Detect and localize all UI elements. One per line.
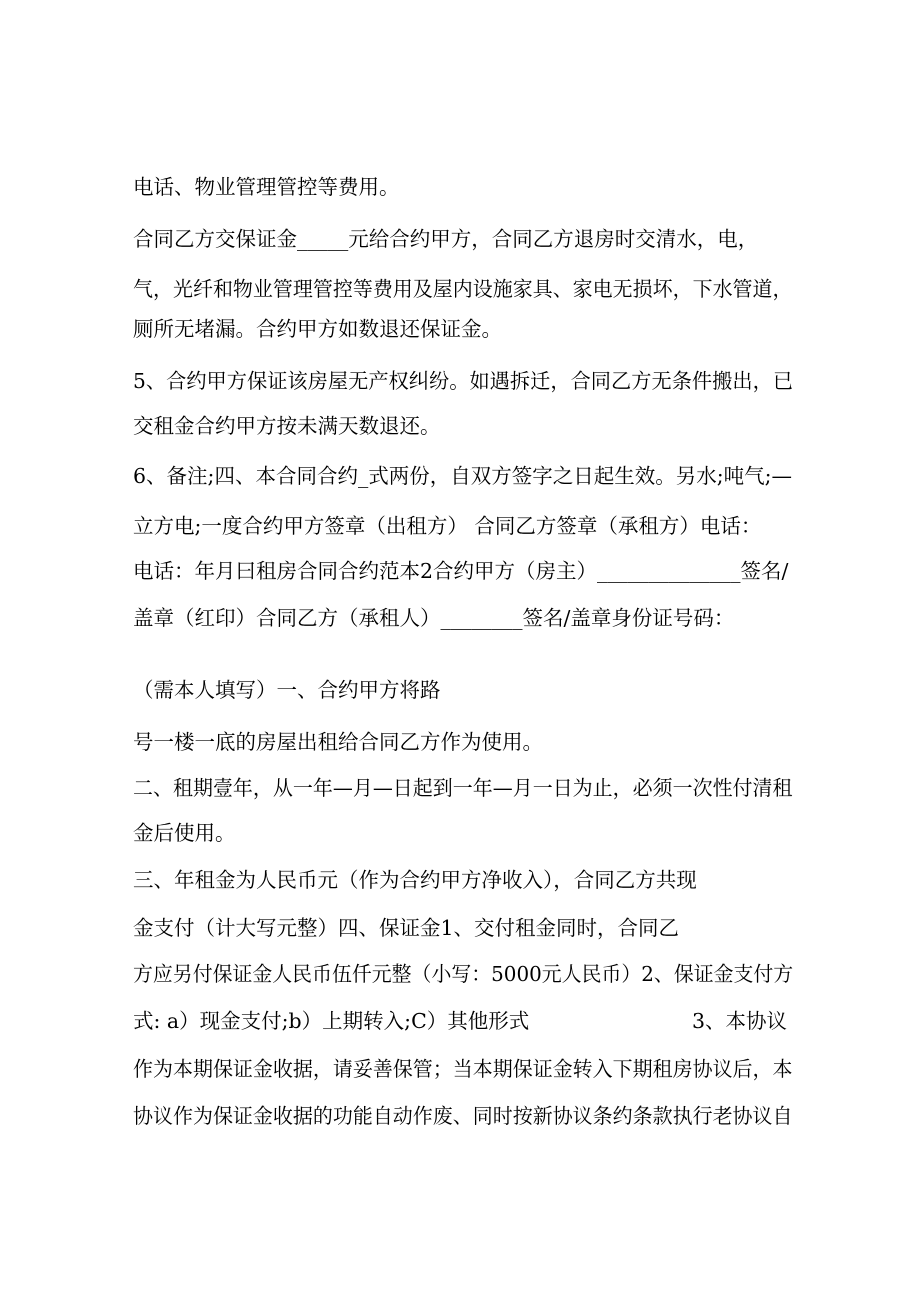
text-line-15: 三、年租金为人民币元（作为合约甲方净收入），合同乙方共现 xyxy=(133,868,697,892)
text-line-9: 电话：年月曰租房合同合约范本2合约甲方（房主）______________签名/ xyxy=(133,559,789,583)
text-line-6: 交租金合约甲方按未满天数退还。 xyxy=(133,414,441,438)
text-line-14: 金后使用。 xyxy=(133,821,236,845)
text-line-8: 立方电;一度合约甲方签章（出租方） 合同乙方签章（承租方）电话： xyxy=(133,514,762,538)
text-line-7: 6、备注;四、本合同合约_式两份，自双方签字之日起生效。另水;吨气;— xyxy=(133,464,793,488)
text-line-18-left: 式: a）现金支付;b）上期转入;C）其他形式 xyxy=(133,1009,530,1033)
text-line-2: 合同乙方交保证金_____元给合约甲方，合同乙方退房时交清水，电， xyxy=(133,227,759,251)
text-line-4: 厕所无堵漏。合约甲方如数退还保证金。 xyxy=(133,317,502,341)
text-line-13: 二、租期壹年，从一年—月—日起到一年—月一日为止，必须一次性付清租 xyxy=(133,776,793,800)
text-line-19: 作为本期保证金收据，请妥善保管；当本期保证金转入下期租房协议后，本 xyxy=(133,1057,793,1081)
text-line-18 xyxy=(133,1008,787,1034)
text-line-18-right: 3、本协议 xyxy=(691,1009,787,1033)
text-line-17: 方应另付保证金人民币伍仟元整（小写：5000元人民币）2、保证金支付方 xyxy=(133,962,794,986)
text-line-20: 协议作为保证金收据的功能自动作废、同时按新协议条约条款执行老协议自 xyxy=(133,1104,793,1128)
text-line-12: 号一楼一底的房屋出租给合同乙方作为使用。 xyxy=(133,730,543,754)
text-line-11: （需本人填写）一、合约甲方将路 xyxy=(133,678,441,702)
text-line-16: 金支付（计大写元整）四、保证金1、交付租金同时，合同乙 xyxy=(133,916,680,940)
text-line-10: 盖章（红印）合同乙方（承租人）________签名/盖章身份证号码： xyxy=(133,606,735,630)
text-line-3: 气，光纤和物业管理管控等费用及屋内设施家具、家电无损坏，下水管道， xyxy=(133,277,793,301)
text-line-1: 电话、物业管理管控等费用。 xyxy=(133,175,400,199)
text-line-5: 5、合约甲方保证该房屋无产权纠纷。如遇拆迁，合同乙方无条件搬出，已 xyxy=(133,369,794,393)
